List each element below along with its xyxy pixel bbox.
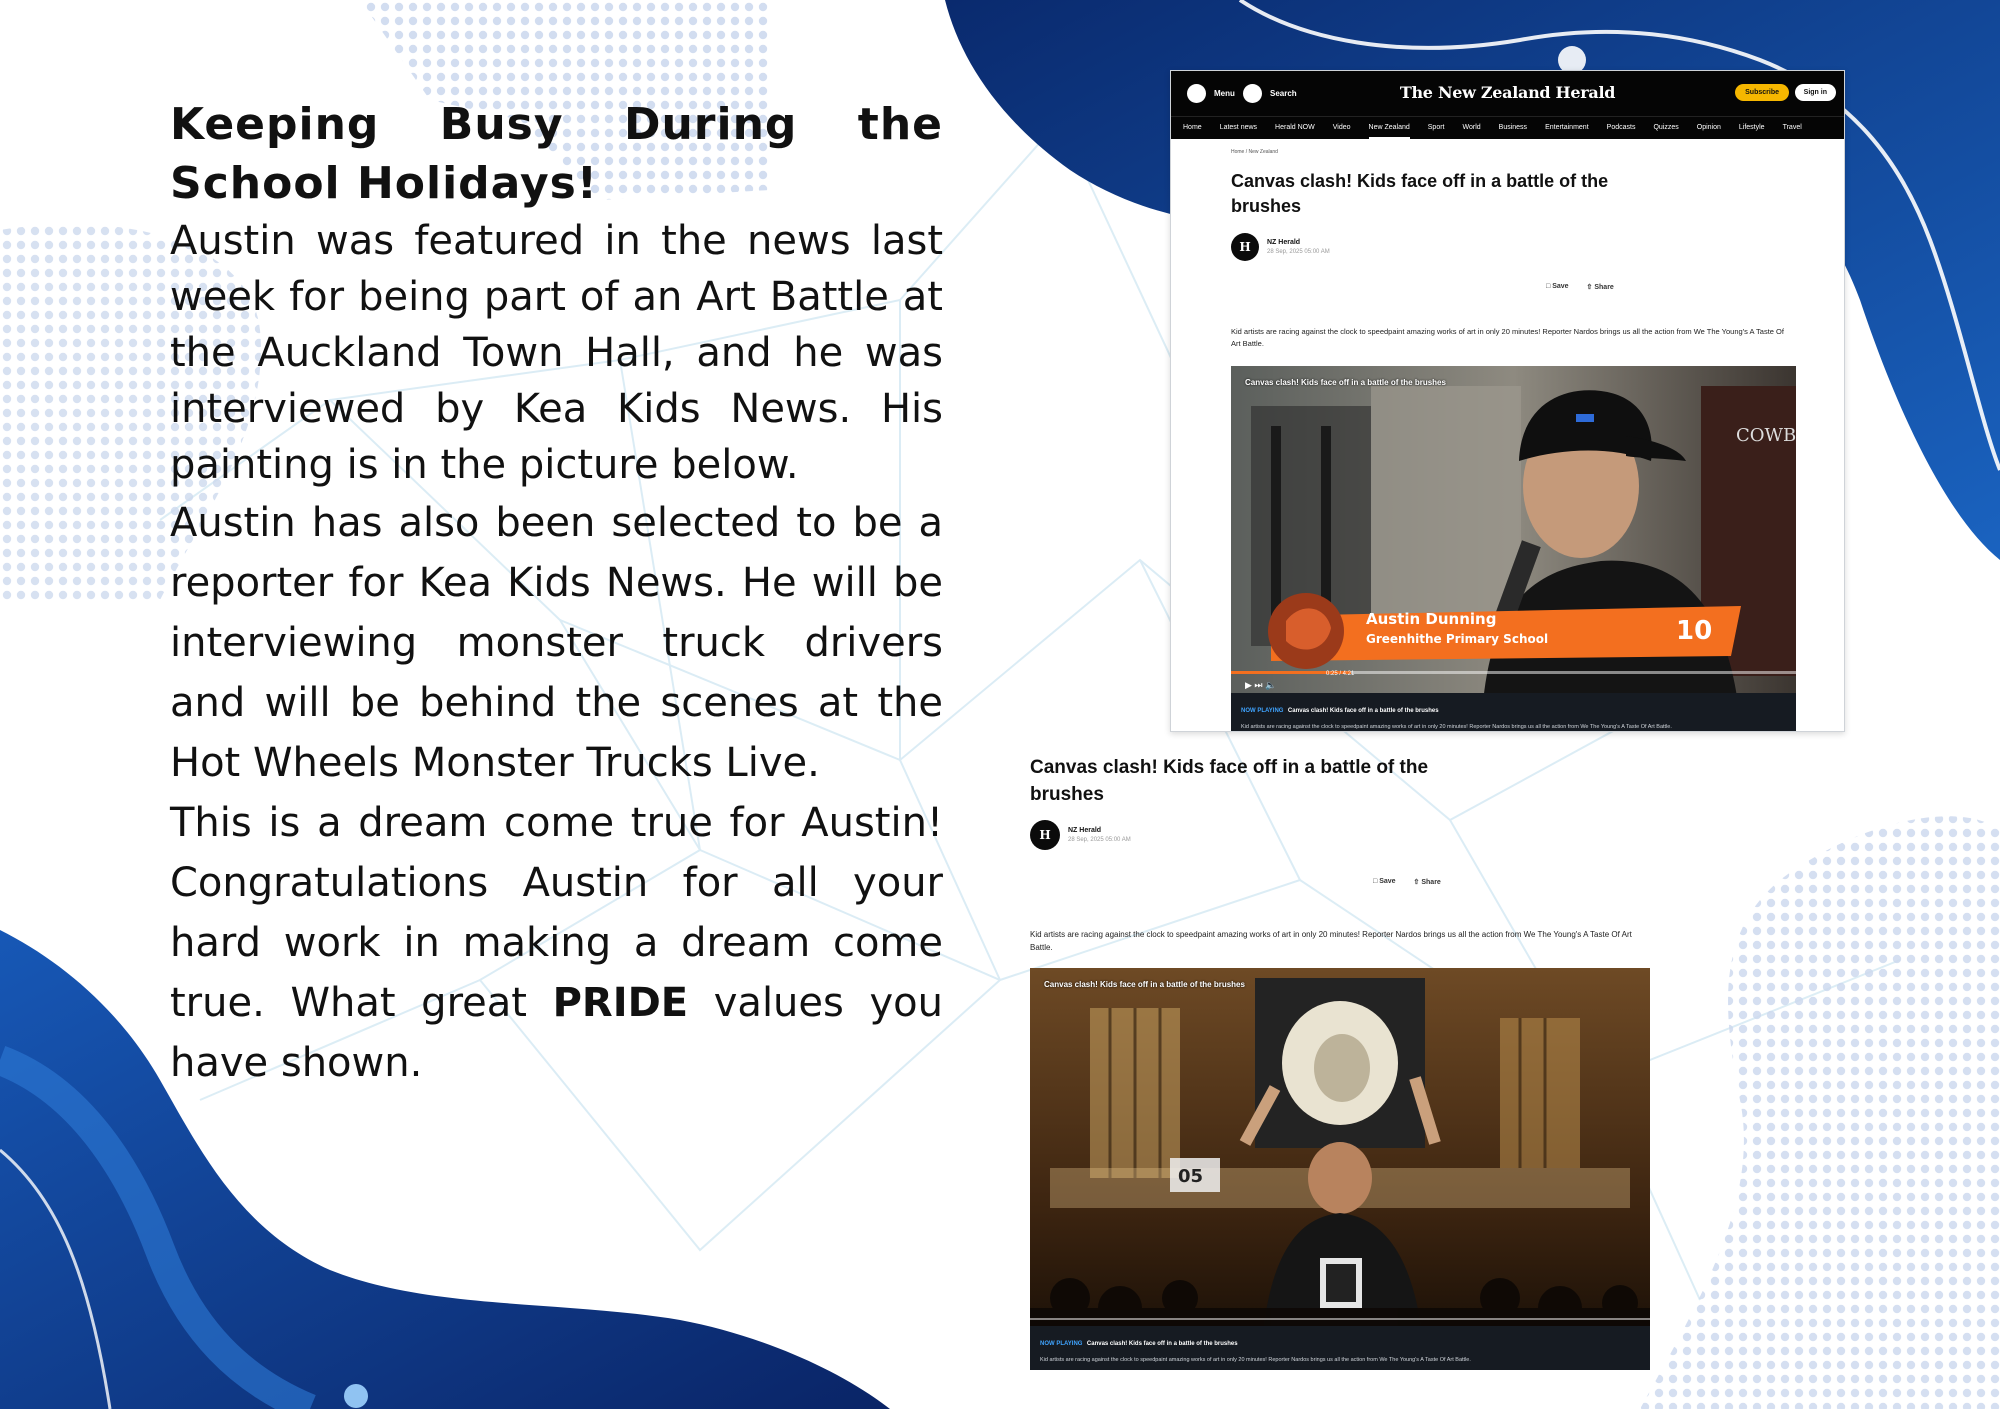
now-playing-label: NOW PLAYING <box>1241 708 1284 714</box>
save-label: Save <box>1379 878 1396 885</box>
publish-date: 28 Sep, 2025 05:00 AM <box>1267 249 1330 255</box>
now-playing-title: Canvas clash! Kids face off in a battle of the brushes <box>1086 1341 1238 1347</box>
article-heading: Keeping Busy During the School Holidays! <box>170 99 943 209</box>
herald-screenshot-bottom <box>1030 750 1650 1380</box>
subscribe-button[interactable]: Subscribe <box>1735 84 1789 101</box>
herald-nav <box>1171 116 1844 139</box>
video-overlay-title: Canvas clash! Kids face off in a battle of the brushes <box>1245 378 1446 387</box>
now-playing-description: Kid artists are racing against the clock to speedpaint amazing works of art in only 20 minutes! Reporter Nardos brings us all the action from We The Young's A Taste Of Art Battle. <box>1241 724 1672 730</box>
publish-date: 28 Sep, 2025 05:00 AM <box>1068 837 1131 843</box>
lower-third-name: Austin Dunning <box>1366 610 1497 628</box>
article-paragraph-3-text: This is a dream come true for Austin! Congratulations Austin for all your hard work in making a dream come true. What great <box>170 800 943 1026</box>
nav-item[interactable]: Sport <box>1427 124 1445 131</box>
nav-item[interactable]: Travel <box>1782 124 1802 131</box>
nav-item[interactable]: Lifestyle <box>1738 124 1765 131</box>
byline <box>1030 820 1131 850</box>
herald-avatar-icon: H <box>1231 233 1259 261</box>
article-actions <box>1373 878 1441 886</box>
save-label: Save <box>1552 283 1569 290</box>
nav-item-active[interactable]: New Zealand <box>1369 117 1410 139</box>
byline <box>1231 233 1844 261</box>
article-paragraph-1: Austin was featured in the news last week for being part of an Art Battle at the Auckland Town Hall, and he was interviewed by Kea Kids News. His painting is in the picture below. <box>170 218 943 488</box>
now-playing-description: Kid artists are racing against the clock to speedpaint amazing works of art in only 20 minutes! Reporter Nardos brings us all the action from We The Young's A Taste Of Art Battle. <box>1040 1357 1471 1363</box>
nav-item[interactable]: Home <box>1183 124 1202 131</box>
share-label: Share <box>1421 879 1441 886</box>
nav-item[interactable]: Entertainment <box>1545 124 1589 131</box>
save-button[interactable]: □ Save <box>1546 283 1569 290</box>
article-paragraph-3 <box>170 793 943 1093</box>
pride-highlight: PRIDE <box>552 980 689 1026</box>
nav-item[interactable]: Video <box>1332 124 1351 131</box>
herald-avatar-icon: H <box>1030 820 1060 850</box>
herald-header <box>1171 71 1844 116</box>
herald-logo: The New Zealand Herald <box>1399 83 1616 102</box>
nav-item[interactable]: Herald NOW <box>1275 124 1315 131</box>
video-time: 0:25 / 4:21 <box>1326 671 1355 677</box>
article-description: Kid artists are racing against the clock to speedpaint amazing works of art in only 20 minutes! Reporter Nardos brings us all the action from We The Young's A Taste Of Art Battle. <box>1231 327 1784 348</box>
share-button[interactable]: ⇧ Share <box>1586 284 1614 291</box>
nav-item[interactable]: Opinion <box>1696 124 1721 131</box>
svg-text:05: 05 <box>1178 1166 1204 1187</box>
lower-third-school: Greenhithe Primary School <box>1366 632 1549 646</box>
nav-item[interactable]: Business <box>1498 124 1528 131</box>
nav-item[interactable]: Latest news <box>1219 124 1258 131</box>
nav-item[interactable]: World <box>1462 124 1481 131</box>
author-name: NZ Herald <box>1068 827 1102 834</box>
share-label: Share <box>1594 284 1614 291</box>
article-actions <box>1546 283 1614 291</box>
article-paragraph-2: Austin has also been selected to be a reporter for Kea Kids News. He will be interviewing monster truck drivers and will be behind the scenes at the Hot Wheels Monster Trucks Live. <box>170 500 943 786</box>
article <box>170 95 943 1093</box>
svg-text:COWB: COWB <box>1736 425 1796 446</box>
now-playing-label: NOW PLAYING <box>1040 1341 1083 1347</box>
video-frame-interview <box>1231 366 1796 731</box>
herald-screenshot-top <box>1170 70 1845 732</box>
article-title: Canvas clash! Kids face off in a battle of the brushes <box>1231 171 1609 216</box>
video-overlay-title: Canvas clash! Kids face off in a battle of the brushes <box>1044 980 1245 989</box>
article-paragraph-3-end: values you have shown. <box>170 980 943 1086</box>
video-player[interactable] <box>1231 366 1796 731</box>
search-label: Search <box>1270 89 1297 98</box>
now-playing-bar <box>1030 1326 1650 1370</box>
lower-third-score: 10 <box>1676 616 1713 646</box>
nav-item[interactable]: Quizzes <box>1653 124 1679 131</box>
save-button[interactable]: □ Save <box>1373 878 1396 885</box>
menu-label: Menu <box>1214 89 1235 98</box>
video-player[interactable] <box>1030 968 1650 1370</box>
article-title: Canvas clash! Kids face off in a battle of the brushes <box>1030 757 1429 805</box>
article-description: Kid artists are racing against the clock to speedpaint amazing works of art in only 20 minutes! Reporter Nardos brings us all the action from We The Young's A Taste Of Art Battle. <box>1030 930 1632 952</box>
now-playing-bar <box>1231 693 1796 731</box>
nav-item[interactable]: Podcasts <box>1606 124 1636 131</box>
share-button[interactable]: ⇧ Share <box>1413 879 1441 886</box>
breadcrumb: Home / New Zealand <box>1231 149 1278 155</box>
svg-text:▶ ⏭ 🔈: ▶ ⏭ 🔈 <box>1245 680 1277 690</box>
now-playing-title: Canvas clash! Kids face off in a battle of the brushes <box>1287 708 1439 714</box>
video-frame-art-battle <box>1030 968 1650 1370</box>
author-name: NZ Herald <box>1267 239 1301 246</box>
sign-in-button[interactable]: Sign in <box>1795 84 1836 101</box>
